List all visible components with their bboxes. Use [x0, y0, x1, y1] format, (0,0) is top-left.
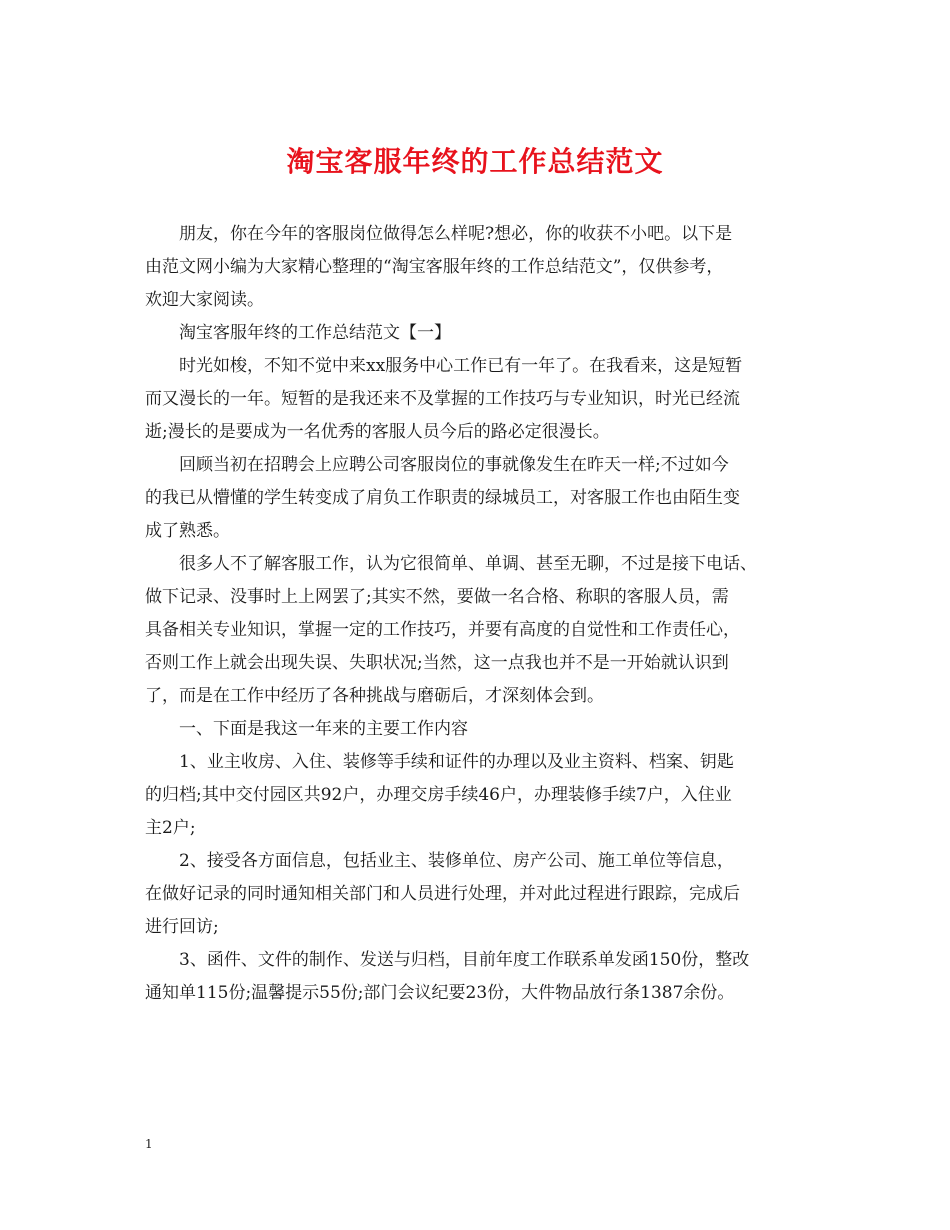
paragraph-line: 成了熟悉。: [145, 521, 230, 541]
document-title: 淘宝客服年终的工作总结范文: [286, 145, 664, 178]
paragraph-line: 具备相关专业知识，掌握一定的工作技巧，并要有高度的自觉性和工作责任心，: [145, 620, 740, 640]
paragraph-line: 主2户;: [145, 818, 196, 838]
paragraph-line: 2、接受各方面信息，包括业主、装修单位、房产公司、施工单位等信息，: [179, 851, 734, 871]
paragraph-line: 的我已从懵懂的学生转变成了肩负工作职责的绿城员工，对客服工作也由陌生变: [145, 488, 740, 508]
paragraph-line: 进行回访;: [145, 917, 219, 937]
paragraph-line: 欢迎大家阅读。: [145, 290, 264, 310]
paragraph-line: 很多人不了解客服工作，认为它很简单、单调、甚至无聊，不过是接下电话、: [179, 554, 757, 574]
body-paragraph: [145, 350, 810, 449]
paragraph-line: 否则工作上就会出现失误、失职状况;当然，这一点我也并不是一开始就认识到: [145, 653, 729, 673]
document-body: [145, 218, 810, 1010]
body-paragraph: [145, 713, 810, 746]
paragraph-line: 回顾当初在招聘会上应聘公司客服岗位的事就像发生在昨天一样;不过如今: [179, 455, 729, 475]
paragraph-line: 了，而是在工作中经历了各种挑战与磨砺后，才深刻体会到。: [145, 686, 604, 706]
body-paragraph: [145, 449, 810, 548]
paragraph-line: 一、下面是我这一年来的主要工作内容: [179, 719, 468, 739]
page-number: 1: [145, 1137, 153, 1151]
paragraph-line: 由范文网小编为大家精心整理的“淘宝客服年终的工作总结范文”，仅供参考，: [145, 257, 724, 277]
paragraph-line: 通知单115份;温馨提示55份;部门会议纪要23份，大件物品放行条1387余份。: [145, 983, 735, 1003]
paragraph-line: 淘宝客服年终的工作总结范文【一】: [179, 323, 451, 343]
paragraph-line: 3、函件、文件的制作、发送与归档，目前年度工作联系单发函150份，整改: [179, 950, 750, 970]
paragraph-line: 时光如梭，不知不觉中来xx服务中心工作已有一年了。在我看来，这是短暂: [179, 356, 743, 376]
paragraph-line: 做下记录、没事时上上网罢了;其实不然，要做一名合格、称职的客服人员，需: [145, 587, 729, 607]
body-paragraph: [145, 845, 810, 944]
paragraph-line: 的归档;其中交付园区共92户，办理交房手续46户，办理装修手续7户，入住业: [145, 785, 732, 805]
body-paragraph: [145, 746, 810, 845]
body-paragraph: [145, 548, 810, 713]
paragraph-line: 逝;漫长的是要成为一名优秀的客服人员今后的路必定很漫长。: [145, 422, 610, 442]
paragraph-line: 而又漫长的一年。短暂的是我还来不及掌握的工作技巧与专业知识，时光已经流: [145, 389, 740, 409]
body-paragraph: [145, 317, 810, 350]
body-paragraph: [145, 944, 810, 1010]
paragraph-line: 1、业主收房、入住、装修等手续和证件的办理以及业主资料、档案、钥匙: [179, 752, 734, 772]
body-paragraph: [145, 218, 810, 317]
paragraph-line: 在做好记录的同时通知相关部门和人员进行处理，并对此过程进行跟踪，完成后: [145, 884, 740, 904]
paragraph-line: 朋友，你在今年的客服岗位做得怎么样呢?想必，你的收获不小吧。以下是: [179, 224, 733, 244]
